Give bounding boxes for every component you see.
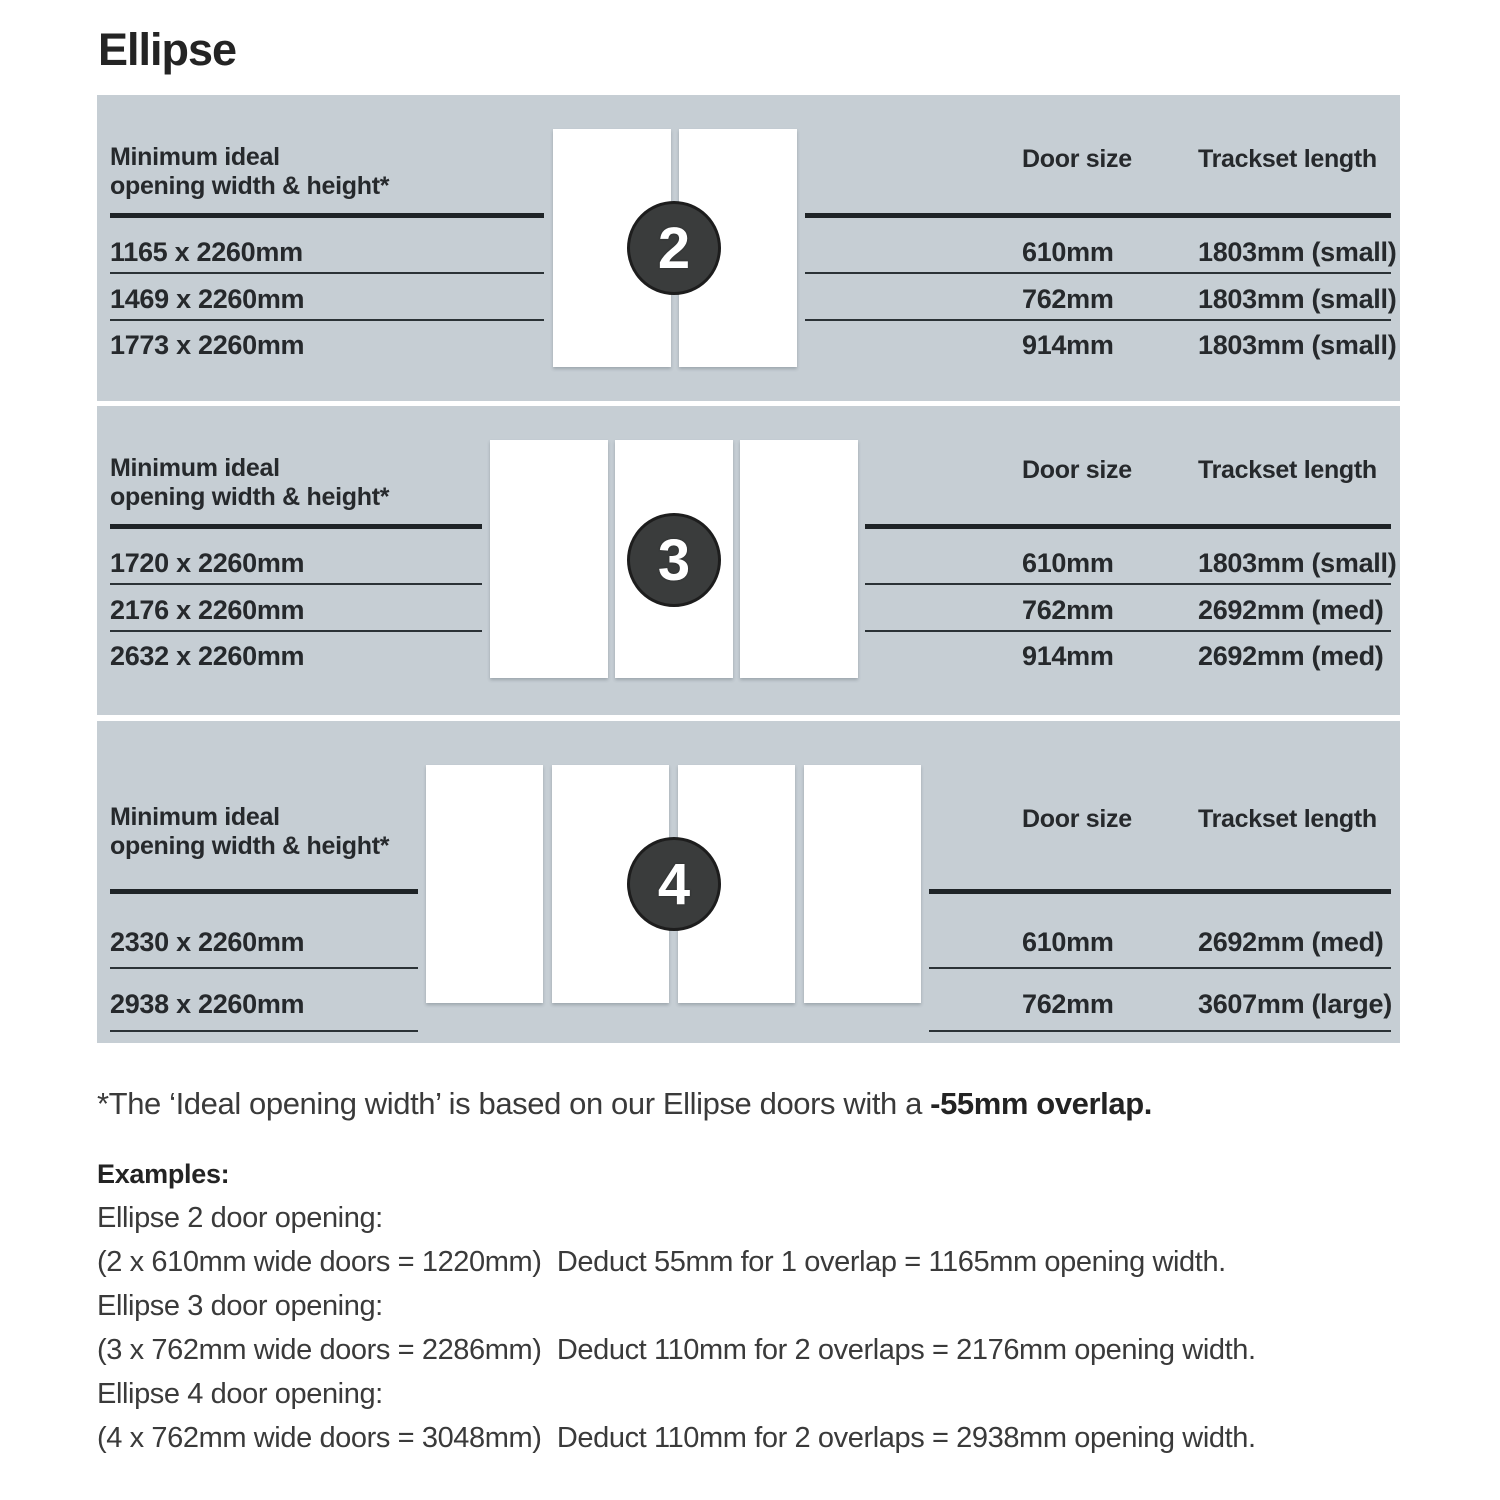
examples-heading: Examples: [97, 1159, 230, 1189]
door-count-badge: 3 [627, 513, 721, 607]
trackset-length-value: 3607mm (large) [1198, 989, 1392, 1019]
trackset-length-header: Trackset length [1198, 456, 1377, 484]
trackset-length-value: 1803mm (small) [1198, 237, 1397, 267]
trackset-length-value: 1803mm (small) [1198, 548, 1397, 578]
section-4-door [97, 721, 1400, 1043]
overlap-footnote-text: *The ‘Ideal opening width’ is based on our Ellipse doors with a [97, 1086, 931, 1121]
door-size-value: 762mm [1022, 989, 1114, 1019]
row-divider [110, 1030, 418, 1032]
example-line: Ellipse 4 door opening: [97, 1378, 383, 1410]
trackset-length-value: 1803mm (small) [1198, 330, 1397, 360]
door-count-badge: 2 [627, 201, 721, 295]
overlap-footnote-bold: -55mm overlap. [930, 1086, 1152, 1121]
header-rule-left [110, 524, 482, 529]
min-opening-header-line2: opening width & height* [110, 172, 390, 200]
door-panel-illustration [740, 440, 858, 678]
min-opening-header-line2: opening width & height* [110, 483, 390, 511]
row-divider [805, 319, 1391, 321]
trackset-length-value: 2692mm (med) [1198, 927, 1384, 957]
door-size-header: Door size [1022, 145, 1132, 173]
header-rule-right [929, 889, 1391, 894]
row-divider [805, 272, 1391, 274]
page-title: Ellipse [98, 24, 237, 75]
example-line: (4 x 762mm wide doors = 3048mm) Deduct 110mm for 2 overlaps = 2938mm opening width. [97, 1422, 1256, 1454]
min-opening-header [110, 143, 389, 201]
trackset-length-header: Trackset length [1198, 145, 1377, 173]
row-divider [929, 967, 1391, 969]
min-opening-header [110, 803, 389, 861]
opening-size-value: 2938 x 2260mm [110, 989, 305, 1019]
trackset-length-value: 1803mm (small) [1198, 284, 1397, 314]
header-rule-right [865, 524, 1391, 529]
opening-size-value: 1720 x 2260mm [110, 548, 305, 578]
min-opening-header-line1: Minimum ideal [110, 803, 280, 831]
row-divider [110, 272, 544, 274]
opening-size-value: 1469 x 2260mm [110, 284, 305, 314]
door-size-value: 762mm [1022, 284, 1114, 314]
row-divider [110, 583, 482, 585]
opening-size-value: 2330 x 2260mm [110, 927, 305, 957]
row-divider [110, 630, 482, 632]
door-size-value: 914mm [1022, 330, 1114, 360]
example-line: (3 x 762mm wide doors = 2286mm) Deduct 110mm for 2 overlaps = 2176mm opening width. [97, 1334, 1256, 1366]
door-size-value: 762mm [1022, 595, 1114, 625]
opening-size-value: 1773 x 2260mm [110, 330, 305, 360]
min-opening-header-line1: Minimum ideal [110, 143, 280, 171]
header-rule-left [110, 213, 544, 218]
section-3-door [97, 406, 1400, 715]
door-size-value: 610mm [1022, 927, 1114, 957]
door-size-value: 610mm [1022, 237, 1114, 267]
row-divider [865, 630, 1391, 632]
example-line: Ellipse 3 door opening: [97, 1290, 383, 1322]
opening-size-value: 2632 x 2260mm [110, 641, 305, 671]
opening-size-value: 1165 x 2260mm [110, 237, 303, 267]
door-panel-illustration [490, 440, 608, 678]
trackset-length-header: Trackset length [1198, 805, 1377, 833]
row-divider [110, 319, 544, 321]
example-line: (2 x 610mm wide doors = 1220mm) Deduct 55mm for 1 overlap = 1165mm opening width. [97, 1246, 1226, 1278]
trackset-length-value: 2692mm (med) [1198, 595, 1384, 625]
min-opening-header-line2: opening width & height* [110, 832, 390, 860]
door-panel-illustration [426, 765, 543, 1003]
min-opening-header [110, 454, 389, 512]
door-size-header: Door size [1022, 805, 1132, 833]
trackset-length-value: 2692mm (med) [1198, 641, 1384, 671]
example-line: Ellipse 2 door opening: [97, 1202, 383, 1234]
header-rule-left [110, 889, 418, 894]
header-rule-right [805, 213, 1391, 218]
row-divider [110, 967, 418, 969]
door-size-header: Door size [1022, 456, 1132, 484]
door-size-value: 610mm [1022, 548, 1114, 578]
row-divider [929, 1030, 1391, 1032]
opening-size-value: 2176 x 2260mm [110, 595, 305, 625]
door-size-value: 914mm [1022, 641, 1114, 671]
row-divider [865, 583, 1391, 585]
door-panel-illustration [804, 765, 921, 1003]
examples-list [97, 1196, 1256, 1460]
overlap-footnote [97, 1086, 1152, 1122]
min-opening-header-line1: Minimum ideal [110, 454, 280, 482]
section-2-door [97, 95, 1400, 401]
door-count-badge: 4 [627, 837, 721, 931]
